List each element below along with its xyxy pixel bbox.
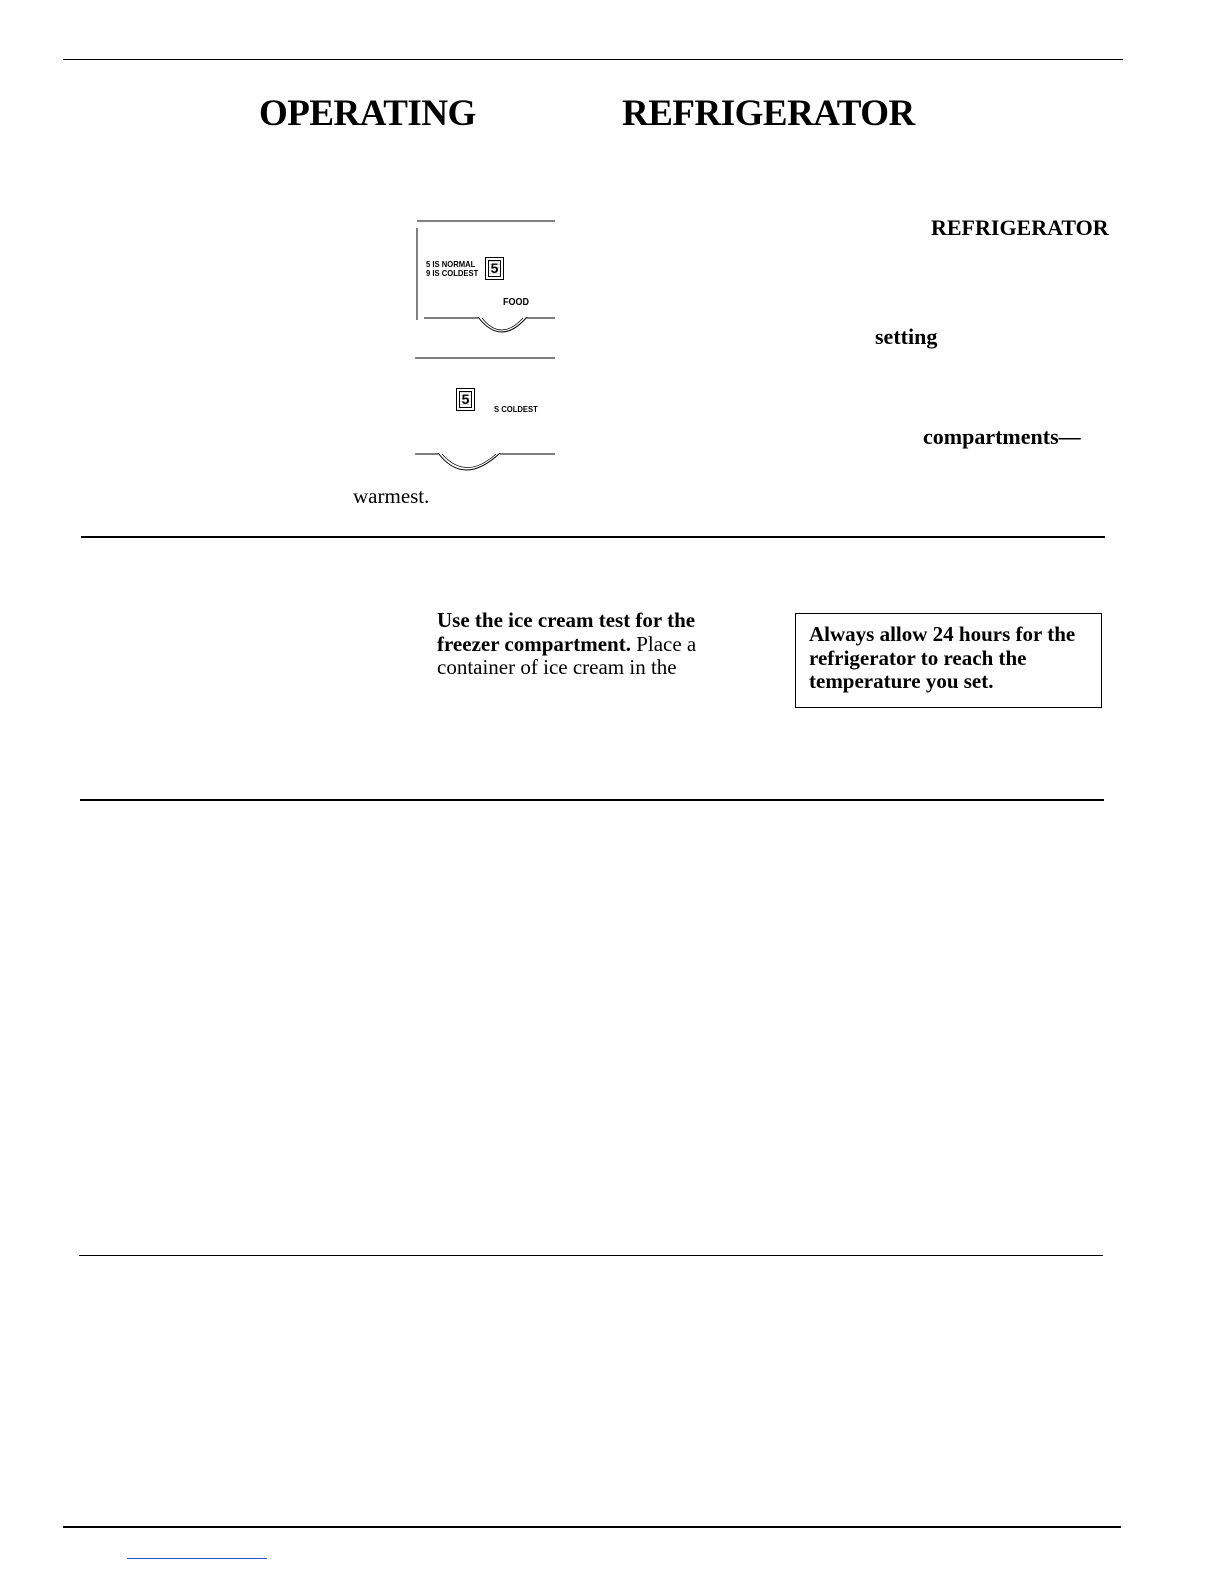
section-rule-3 [79,1255,1103,1256]
fresh-food-food-label: FOOD [503,297,530,308]
section-rule-2 [80,799,1104,801]
top-rule [63,59,1123,60]
freezer-setting-window [456,388,475,411]
freezer-dial-outline [414,356,556,481]
page-title-word-1: OPERATING [259,93,476,134]
section-rule-1 [81,536,1105,538]
setting-fragment: setting [875,324,938,349]
footer-link-underline [127,1558,267,1559]
fresh-food-setting-digit: 5 [488,260,501,277]
bottom-rule [63,1526,1121,1528]
ice-cream-test-bold: Use the ice cream test for the freezer compartment. [437,608,696,656]
freezer-label: S COLDEST [494,404,538,414]
warmest-fragment: warmest. [353,484,430,508]
compartments-fragment: compartments— [923,424,1081,449]
fresh-food-setting-window [485,257,504,280]
ice-cream-test-paragraph [437,609,737,680]
refrigerator-heading-fragment: REFRIGERATOR [931,215,1109,240]
allow-24-hours-note: Always allow 24 hours for the refrigerator to reach the temperature you set. [795,613,1102,708]
page-title-word-2: REFRIGERATOR [622,93,915,134]
fresh-food-label-line2: 9 IS COLDEST [426,268,479,278]
freezer-control-dial [414,356,556,481]
ice-cream-test-text: Place a container of ice cream in the [437,631,697,679]
fresh-food-dial-outline [414,220,556,345]
fresh-food-label-line1: 5 IS NORMAL [426,259,476,269]
fresh-food-control-dial [414,220,556,345]
freezer-setting-digit: 5 [459,391,472,408]
